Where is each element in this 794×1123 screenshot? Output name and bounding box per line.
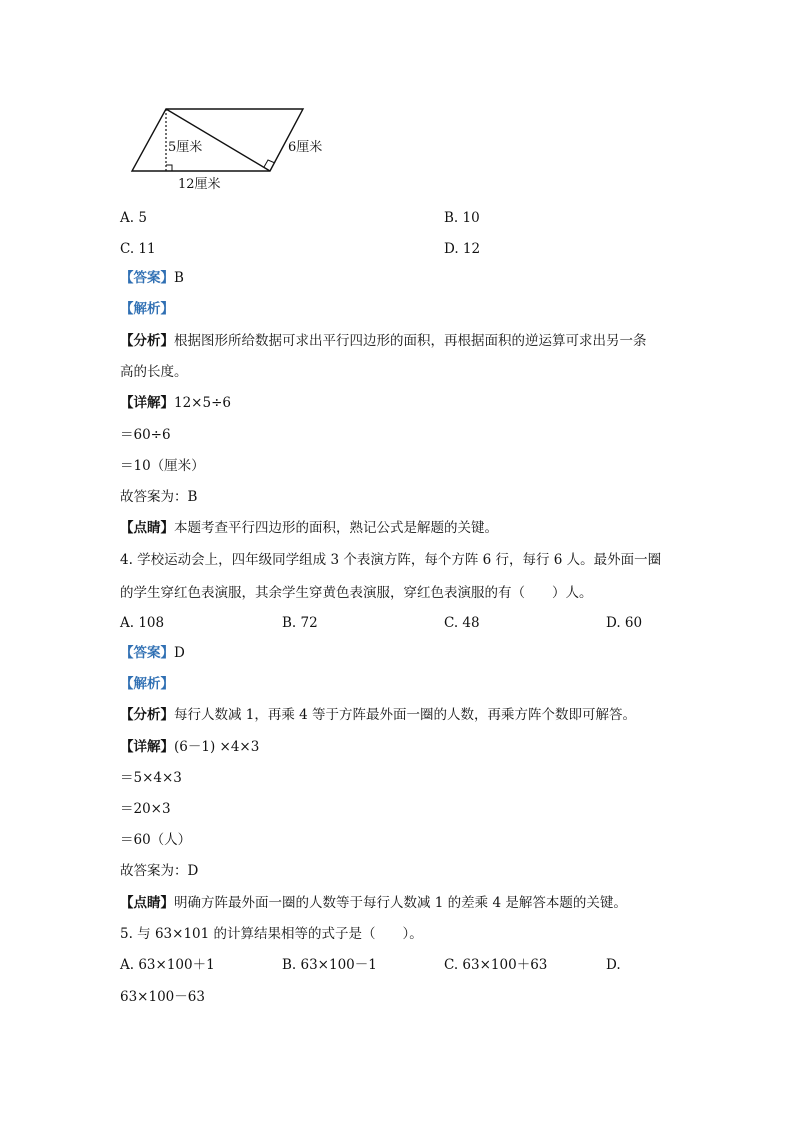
parallelogram-figure bbox=[120, 100, 350, 190]
q3-fenxi-cont: 高的长度。 bbox=[120, 364, 188, 380]
q3-answer bbox=[120, 268, 184, 288]
fenxi-tag: 【分析】 bbox=[120, 707, 174, 723]
q4-step-2: ＝20×3 bbox=[120, 801, 171, 817]
dianjing-text: 本题考查平行四边形的面积，熟记公式是解题的关键。 bbox=[174, 520, 498, 536]
xiangjie-tag: 【详解】 bbox=[120, 739, 174, 755]
analysis-tag: 【解析】 bbox=[120, 301, 174, 317]
q3-step-2: ＝10（厘米） bbox=[120, 458, 205, 474]
answer-value: D bbox=[174, 645, 185, 661]
q4-analysis-heading bbox=[120, 674, 174, 694]
q4-answer bbox=[120, 643, 185, 663]
q4-step-3: ＝60（人） bbox=[120, 832, 192, 848]
analysis-tag: 【解析】 bbox=[120, 676, 174, 692]
right-angle-mark-base bbox=[166, 165, 172, 171]
q5-stem: 5. 与 63×101 的计算结果相等的式子是（ ）。 bbox=[120, 926, 423, 942]
dianjing-text: 明确方阵最外面一圈的人数等于每行人数减 1 的差乘 4 是解答本题的关键。 bbox=[174, 895, 627, 911]
answer-tag: 【答案】 bbox=[120, 270, 174, 286]
q3-conclusion: 故答案为：B bbox=[120, 489, 198, 505]
q5-option-a: A. 63×100＋1 bbox=[120, 957, 215, 973]
dianjing-tag: 【点睛】 bbox=[120, 520, 174, 536]
q3-analysis-heading bbox=[120, 299, 174, 319]
q5-option-c: C. 63×100＋63 bbox=[444, 957, 548, 973]
q3-option-d: D. 12 bbox=[444, 241, 481, 257]
q4-stem-line-2: 的学生穿红色表演服，其余学生穿黄色表演服，穿红色表演服的有（ ）人。 bbox=[120, 585, 593, 601]
q4-option-a: A. 108 bbox=[120, 615, 165, 631]
height-label: 5厘米 bbox=[168, 140, 203, 155]
answer-tag: 【答案】 bbox=[120, 645, 174, 661]
q5-option-b: B. 63×100－1 bbox=[282, 957, 377, 973]
xiangjie-tag: 【详解】 bbox=[120, 395, 174, 411]
q3-step-1: ＝60÷6 bbox=[120, 427, 171, 443]
q3-fenxi bbox=[120, 331, 647, 351]
q4-option-c: C. 48 bbox=[444, 615, 480, 631]
q5-option-d: D. bbox=[606, 957, 621, 973]
q4-conclusion: 故答案为：D bbox=[120, 863, 199, 879]
q4-xiangjie bbox=[120, 737, 259, 757]
xiangjie-text: 12×5÷6 bbox=[174, 395, 231, 411]
q3-option-a: A. 5 bbox=[120, 210, 147, 226]
q3-option-b: B. 10 bbox=[444, 210, 480, 226]
fenxi-text: 每行人数减 1，再乘 4 等于方阵最外面一圈的人数，再乘方阵个数即可解答。 bbox=[174, 707, 637, 723]
q4-stem-line-1: 4. 学校运动会上，四年级同学组成 3 个表演方阵，每个方阵 6 行，每行 6 人。最外面一圈 bbox=[120, 552, 662, 568]
q4-dianjing bbox=[120, 893, 627, 913]
base-label: 12厘米 bbox=[178, 177, 221, 190]
fenxi-text: 根据图形所给数据可求出平行四边形的面积，再根据面积的逆运算可求出另一条 bbox=[174, 333, 647, 349]
q3-option-c: C. 11 bbox=[120, 241, 156, 257]
q5-option-d-cont: 63×100－63 bbox=[120, 989, 205, 1005]
q4-fenxi bbox=[120, 705, 636, 725]
q4-step-1: ＝5×4×3 bbox=[120, 770, 182, 786]
q3-dianjing bbox=[120, 518, 498, 538]
answer-value: B bbox=[174, 270, 184, 286]
q4-option-d: D. 60 bbox=[606, 615, 643, 631]
q4-option-b: B. 72 bbox=[282, 615, 318, 631]
q3-xiangjie bbox=[120, 393, 231, 413]
xiangjie-text: (6－1) ×4×3 bbox=[174, 739, 260, 755]
dianjing-tag: 【点睛】 bbox=[120, 895, 174, 911]
fenxi-tag: 【分析】 bbox=[120, 333, 174, 349]
side-label: 6厘米 bbox=[288, 140, 323, 155]
